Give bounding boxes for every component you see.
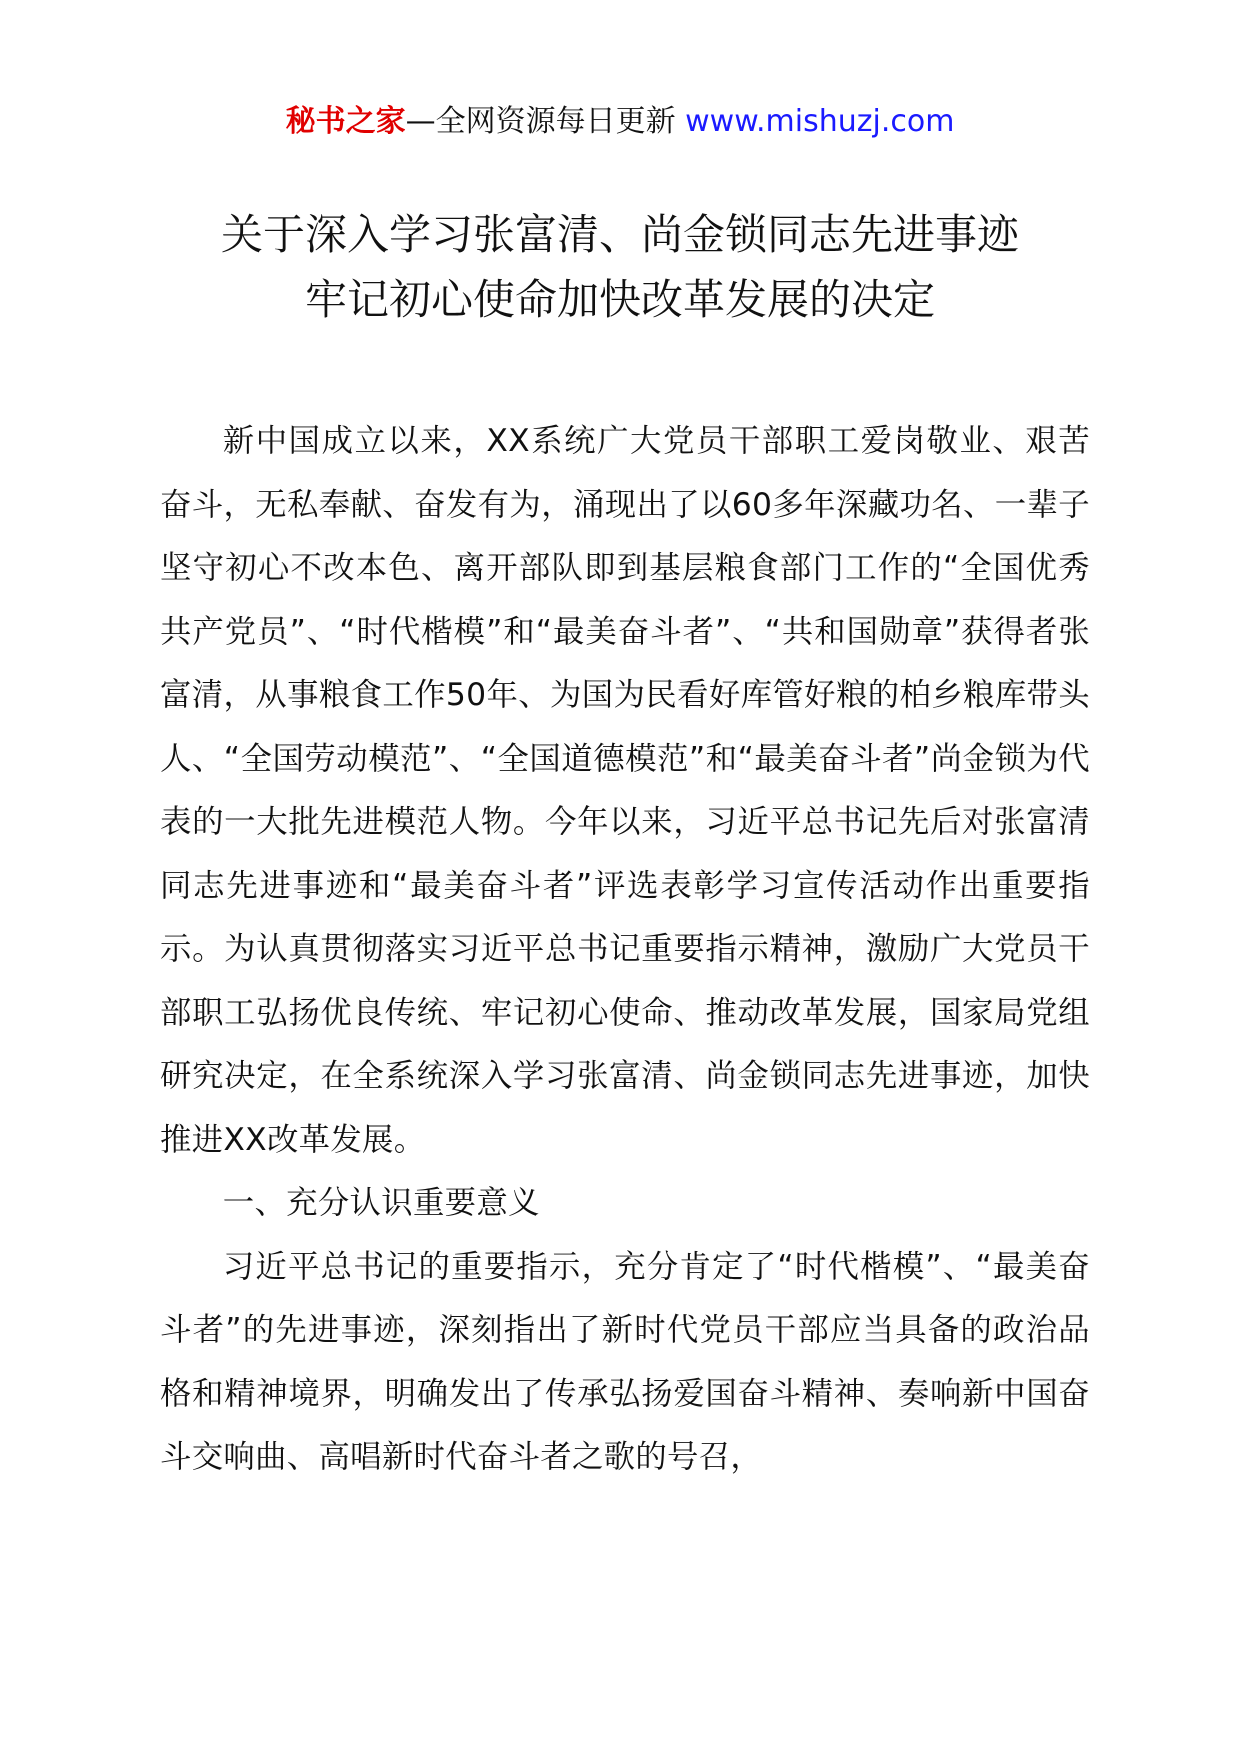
intro-paragraph: 新中国成立以来，XX系统广大党员干部职工爱岗敬业、艰苦奋斗，无私奉献、奋发有为，涌现出了以60多年深藏功名、一辈子坚守初心不改本色、离开部队即到基层粮食部门工作的“全国优秀共产党员”、“时代楷模”和“最美奋斗者”、“共和国勋章”获得者张富清，从事粮食工作50年、为国为民看好库管好粮的柏乡粮库带头人、“全国劳动模范”、“全国道德模范”和“最美奋斗者”尚金锁为代表的一大批先进模范人物。今年以来，习近平总书记先后对张富清同志先进事迹和“最美奋斗者”评选表彰学习宣传活动作出重要指示。为认真贯彻落实习近平总书记重要指示精神，激励广大党员干部职工弘扬优良传统、牢记初心使命、推动改革发展，国家局党组研究决定，在全系统深入学习张富清、尚金锁同志先进事迹，加快推进XX改革发展。 [160,423,1090,1158]
site-banner [0,100,1240,144]
banner-tagline: —全网资源每日更新 [405,104,676,139]
title-line-2: 牢记初心使命加快改革发展的决定 [304,275,935,324]
title-line-1: 关于深入学习张富清、尚金锁同志先进事迹 [220,210,1019,259]
site-url-link[interactable]: www.mishuzj.com [685,104,955,139]
body-paragraph: 习近平总书记的重要指示，充分肯定了“时代楷模”、“最美奋斗者”的先进事迹，深刻指出了新时代党员干部应当具备的政治品格和精神境界，明确发出了传承弘扬爱国奋斗精神、奏响新中国奋斗交响曲、高唱新时代奋斗者之歌的号召， [160,1248,1090,1475]
brand-name: 秘书之家 [285,104,406,139]
document-body [160,410,1090,1490]
document-title [0,202,1240,332]
section-heading: 一、充分认识重要意义 [222,1185,540,1221]
